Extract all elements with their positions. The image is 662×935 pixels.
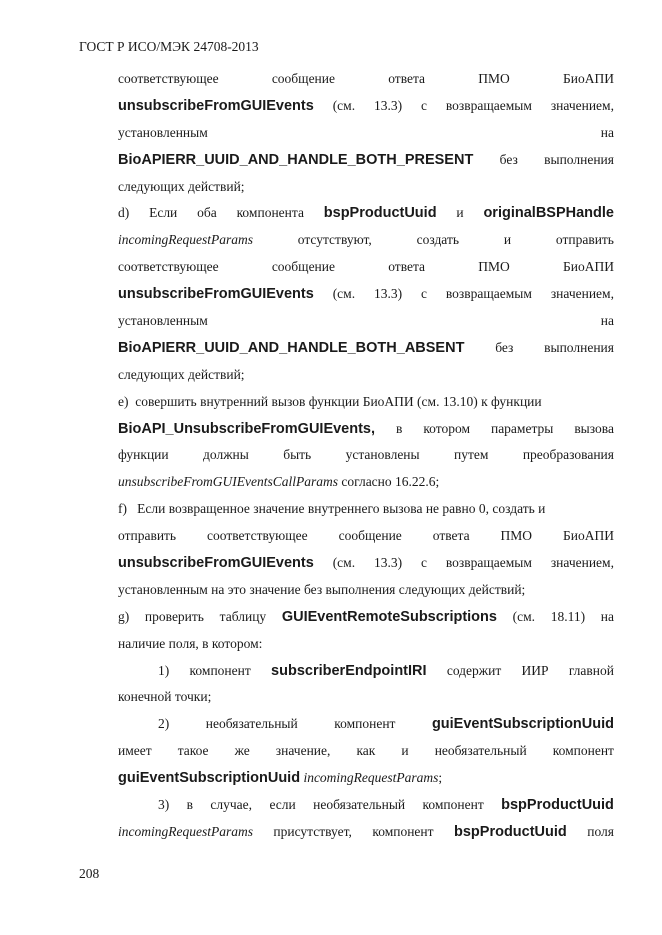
text-segment: случае, <box>210 797 253 813</box>
text-segment: компонент <box>189 662 251 678</box>
text-line <box>118 93 614 120</box>
text-segment: отправить <box>118 528 177 544</box>
text-segment: значением, <box>550 97 614 113</box>
code-identifier: bspProductUuid <box>501 797 614 814</box>
text-line <box>118 631 614 658</box>
text-segment: без <box>499 151 518 167</box>
text-segment: возвращаемым <box>445 286 532 302</box>
text-segment: же <box>234 743 250 759</box>
text-segment: БиоАПИ <box>563 71 614 86</box>
text-segment: имеет <box>118 743 152 759</box>
text-line <box>118 523 614 550</box>
italic-term: incomingRequestParams <box>118 823 253 839</box>
text-segment: 2) <box>158 716 170 732</box>
text-segment: такое <box>177 743 209 759</box>
text-line <box>118 577 614 604</box>
text-segment: компонента <box>236 205 304 221</box>
text-segment: функции <box>118 447 169 463</box>
italic-term: incomingRequestParams <box>303 770 439 786</box>
text-line <box>118 120 614 147</box>
text-segment: ответа <box>432 528 470 544</box>
text-segment: сообщение <box>271 259 336 275</box>
code-identifier: BioAPIERR_UUID_AND_HANDLE_BOTH_ABSENT <box>118 339 465 356</box>
text-segment: компонент <box>552 743 614 759</box>
code-identifier: BioAPIERR_UUID_AND_HANDLE_BOTH_PRESENT <box>118 151 474 168</box>
text-segment: на <box>600 124 614 140</box>
text-segment: (см. <box>332 286 356 302</box>
text-segment: значением, <box>550 286 614 302</box>
text-segment: создать <box>416 232 460 248</box>
text-segment: 3) <box>158 797 170 813</box>
text-segment: d) <box>118 205 130 221</box>
code-identifier: unsubscribeFromGUIEvents <box>118 97 314 114</box>
document-body <box>118 66 614 846</box>
text-segment: необязательный <box>434 743 527 759</box>
code-identifier: originalBSPHandle <box>483 205 614 222</box>
code-identifier: guiEventSubscriptionUuid <box>118 770 301 787</box>
text-segment: компонент <box>334 716 396 732</box>
text-segment: соответствующее <box>207 528 308 544</box>
text-line <box>118 254 614 281</box>
text-line <box>118 442 614 469</box>
text-line <box>118 711 614 738</box>
text-segment: БиоАПИ <box>563 259 614 275</box>
text-line <box>118 658 614 685</box>
italic-term: unsubscribeFromGUIEventsCallParams <box>118 474 338 490</box>
text-segment: параметры <box>490 420 554 436</box>
text-segment: 1) <box>158 662 170 678</box>
text-segment: с <box>421 555 427 571</box>
text-segment: в <box>395 420 403 436</box>
text-segment: с <box>421 97 427 113</box>
text-line <box>118 496 614 523</box>
text-segment: (см. <box>512 608 536 624</box>
code-identifier: unsubscribeFromGUIEvents <box>118 555 314 572</box>
text-segment: конечной точки; <box>118 689 212 705</box>
text-segment: компонент <box>422 797 484 813</box>
text-segment: должны <box>203 447 249 463</box>
text-segment: поля <box>587 823 614 839</box>
text-segment: 18.11) <box>550 608 586 624</box>
text-segment: таблицу <box>219 608 267 624</box>
text-segment: вызова <box>574 420 614 436</box>
text-segment: на <box>600 608 614 624</box>
text-segment: установленным на это значение без выполнения следующих действий; <box>118 581 526 597</box>
text-line <box>118 308 614 335</box>
text-segment: 13.3) <box>373 286 403 302</box>
text-segment: и <box>456 205 464 221</box>
page-header: ГОСТ Р ИСО/МЭК 24708-2013 <box>79 39 259 54</box>
text-line <box>118 147 614 174</box>
text-segment: (см. <box>332 97 356 113</box>
text-segment: возвращаемым <box>445 97 532 113</box>
text-segment: сообщение <box>338 528 402 544</box>
text-segment: ПМО <box>500 528 533 544</box>
text-segment: следующих действий; <box>118 366 245 382</box>
text-segment: компонент <box>372 823 434 839</box>
text-line <box>118 281 614 308</box>
text-line <box>118 227 614 254</box>
text-segment: и <box>503 232 512 248</box>
text-segment: 13.3) <box>373 555 403 571</box>
text-segment: отсутствуют, <box>297 232 372 248</box>
text-segment: e) совершить внутренний вызов функции БиоАПИ (см. 13.10) к функции <box>118 393 542 409</box>
text-segment: преобразования <box>522 447 614 463</box>
text-line <box>118 174 614 201</box>
text-segment: соответствующее <box>118 71 219 86</box>
text-line <box>118 765 614 792</box>
text-segment: главной <box>568 662 614 678</box>
text-segment: установлены <box>345 447 420 463</box>
text-segment: с <box>421 286 427 302</box>
text-segment: отправить <box>555 232 614 248</box>
page-number: 208 <box>79 866 100 881</box>
text-line <box>118 66 614 93</box>
text-segment: 13.3) <box>373 97 403 113</box>
text-line <box>118 335 614 362</box>
text-segment: ; <box>438 770 443 786</box>
text-segment: путем <box>454 447 489 463</box>
text-line <box>118 819 614 846</box>
text-line <box>118 389 614 416</box>
text-line <box>118 469 614 496</box>
code-identifier: BioAPI_UnsubscribeFromGUIEvents, <box>118 420 376 437</box>
text-segment: согласно 16.22.6; <box>337 474 440 490</box>
text-line <box>118 200 614 227</box>
text-line <box>118 550 614 577</box>
text-segment: выполнения <box>544 151 614 167</box>
text-segment: следующих действий; <box>118 178 245 194</box>
code-identifier: unsubscribeFromGUIEvents <box>118 286 314 303</box>
text-segment: на <box>600 313 614 329</box>
text-segment: котором <box>423 420 471 436</box>
text-segment: выполнения <box>544 339 614 355</box>
text-segment: содержит <box>446 662 502 678</box>
text-segment: сообщение <box>271 71 336 86</box>
text-segment: значение, <box>275 743 331 759</box>
text-segment: f) Если возвращенное значение внутреннего вызова не равно 0, создать и <box>118 501 546 517</box>
code-identifier: subscriberEndpointIRI <box>271 662 427 679</box>
text-segment: установленным <box>118 313 208 329</box>
text-segment: значением, <box>550 555 614 571</box>
text-segment: присутствует, <box>273 823 352 839</box>
text-line <box>118 738 614 765</box>
text-segment: Если <box>149 205 178 221</box>
text-line <box>118 416 614 443</box>
text-segment: ответа <box>388 71 426 86</box>
italic-term: incomingRequestParams <box>118 232 253 248</box>
text-segment: ПМО <box>478 71 510 86</box>
text-segment: и <box>401 743 409 759</box>
text-segment: наличие поля, в котором: <box>118 635 263 651</box>
text-line <box>118 684 614 711</box>
text-segment: оба <box>197 205 217 221</box>
text-segment: g) <box>118 608 130 624</box>
text-segment: необязательный <box>205 716 298 732</box>
text-segment: в <box>186 797 194 813</box>
text-line <box>118 792 614 819</box>
text-segment: без <box>495 339 514 355</box>
text-segment: если <box>269 797 296 813</box>
text-segment: ИИР <box>521 662 549 678</box>
code-identifier: bspProductUuid <box>454 823 567 840</box>
text-segment: необязательный <box>313 797 406 813</box>
code-identifier: GUIEventRemoteSubscriptions <box>281 608 497 625</box>
text-segment: ответа <box>388 259 426 275</box>
text-line <box>118 604 614 631</box>
text-segment: как <box>356 743 376 759</box>
code-identifier: guiEventSubscriptionUuid <box>431 716 614 733</box>
text-segment: БиоАПИ <box>563 528 614 544</box>
text-segment: установленным <box>118 124 208 140</box>
text-segment: быть <box>283 447 312 463</box>
text-segment: проверить <box>144 608 204 624</box>
text-line <box>118 362 614 389</box>
text-segment: возвращаемым <box>445 555 532 571</box>
code-identifier: bspProductUuid <box>323 205 437 222</box>
text-segment: (см. <box>332 555 356 571</box>
text-segment: соответствующее <box>118 259 219 275</box>
text-segment: ПМО <box>478 259 510 275</box>
